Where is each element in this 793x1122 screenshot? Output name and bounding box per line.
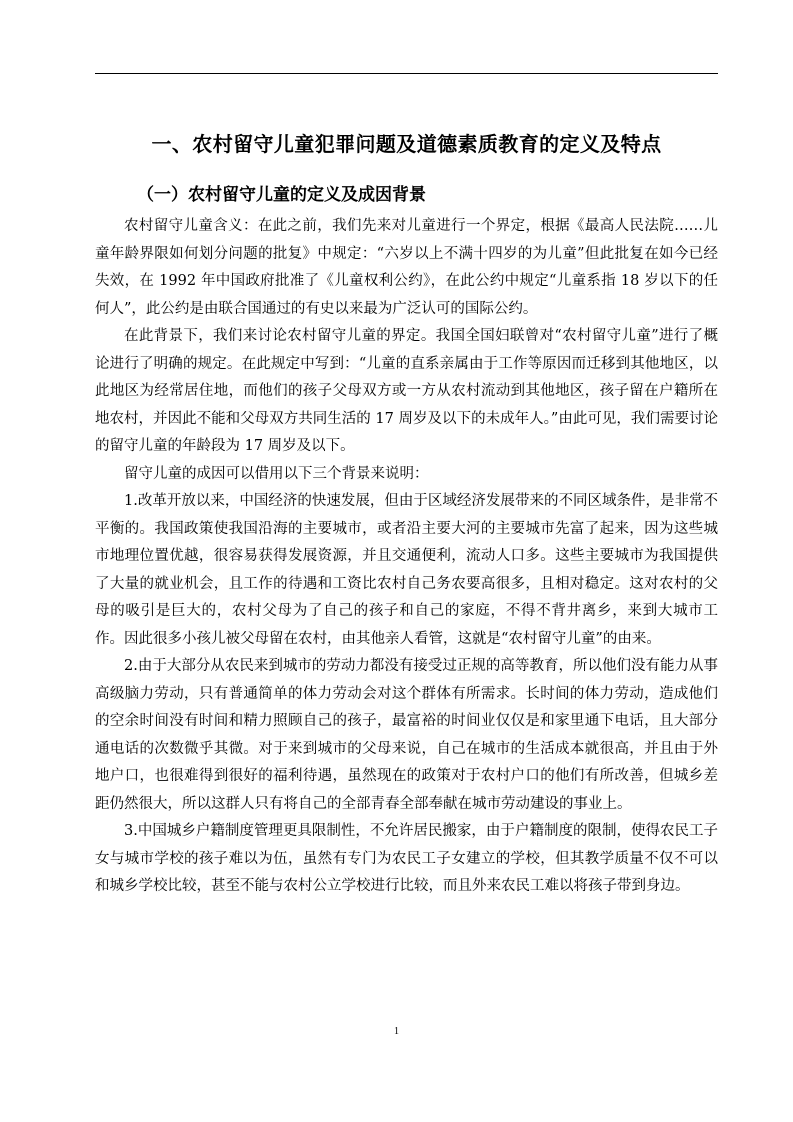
paragraph-cause-3: 3.中国城乡户籍制度管理更具限制性，不允许居民搬家，由于户籍制度的限制，使得农民工子女与城市学校的孩子难以为伍，虽然有专门为农民工子女建立的学校，但其教学质量不仅不可以和城乡学校比较，甚至不能与农村公立学校进行比较，而且外来农民工难以将孩子带到身边。 <box>95 823 718 894</box>
subsection-title: （一）农村留守儿童的定义及成因背景 <box>137 185 426 205</box>
page-number: 1 <box>394 1026 399 1037</box>
paragraph-definition: 农村留守儿童含义：在此之前，我们先来对儿童进行一个界定，根据《最高人民法院……儿童年龄界限如何划分问题的批复》中规定：“六岁以上不满十四岁的为儿童”但此批复在如今已经失效，在 1992 年中国政府批准了《儿童权利公约》，在此公约中规定“儿童系指 18 岁以下的任何人”，此公约是由联合国通过的有史以来最为广泛认可的国际公约。 <box>95 218 718 317</box>
page-content <box>95 128 718 901</box>
paragraph-causes-intro: 留守儿童的成因可以借用以下三个背景来说明： <box>124 465 429 482</box>
paragraph-background: 在此背景下，我们来讨论农村留守儿童的界定。我国全国妇联曾对“农村留守儿童”进行了概论进行了明确的规定。在此规定中写到：“儿童的直系亲属由于工作等原因而迁移到其他地区，以此地区为经常居住地，而他们的孩子父母双方或一方从农村流动到其他地区，孩子留在户籍所在地农村，并因此不能和父母双方共同生活的 17 周岁及以下的未成年人。”由此可见，我们需要讨论的留守儿童的年龄段为 17 周岁及以下。 <box>95 328 718 454</box>
section-title: 一、农村留守儿童犯罪问题及道德素质教育的定义及特点 <box>151 132 662 156</box>
header-rule <box>95 73 718 74</box>
paragraph-cause-1: 1.改革开放以来，中国经济的快速发展，但由于区域经济发展带来的不同区域条件，是非常不平衡的。我国政策使我国沿海的主要城市，或者沿主要大河的主要城市先富了起来，因为这些城市地理位置优越，很容易获得发展资源，并且交通便利，流动人口多。这些主要城市为我国提供了大量的就业机会，且工作的待遇和工资比农村自己务农要高很多，且相对稳定。这对农村的父母的吸引是巨大的，农村父母为了自己的孩子和自己的家庭，不得不背井离乡，来到大城市工作。因此很多小孩儿被父母留在农村，由其他亲人看管，这就是“农村留守儿童”的由来。 <box>95 493 718 647</box>
paragraph-cause-2: 2.由于大部分从农民来到城市的劳动力都没有接受过正规的高等教育，所以他们没有能力从事高级脑力劳动，只有普通简单的体力劳动会对这个群体有所需求。长时间的体力劳动，造成他们的空余时间没有时间和精力照顾自己的孩子，最富裕的时间业仅仅是和家里通下电话，且大部分通电话的次数微乎其微。对于来到城市的父母来说，自己在城市的生活成本就很高，并且由于外地户口，也很难得到很好的福利待遇，虽然现在的政策对于农村户口的他们有所改善，但城乡差距仍然很大，所以这群人只有将自己的全部青春全部奉献在城市劳动建设的事业上。 <box>95 658 718 812</box>
